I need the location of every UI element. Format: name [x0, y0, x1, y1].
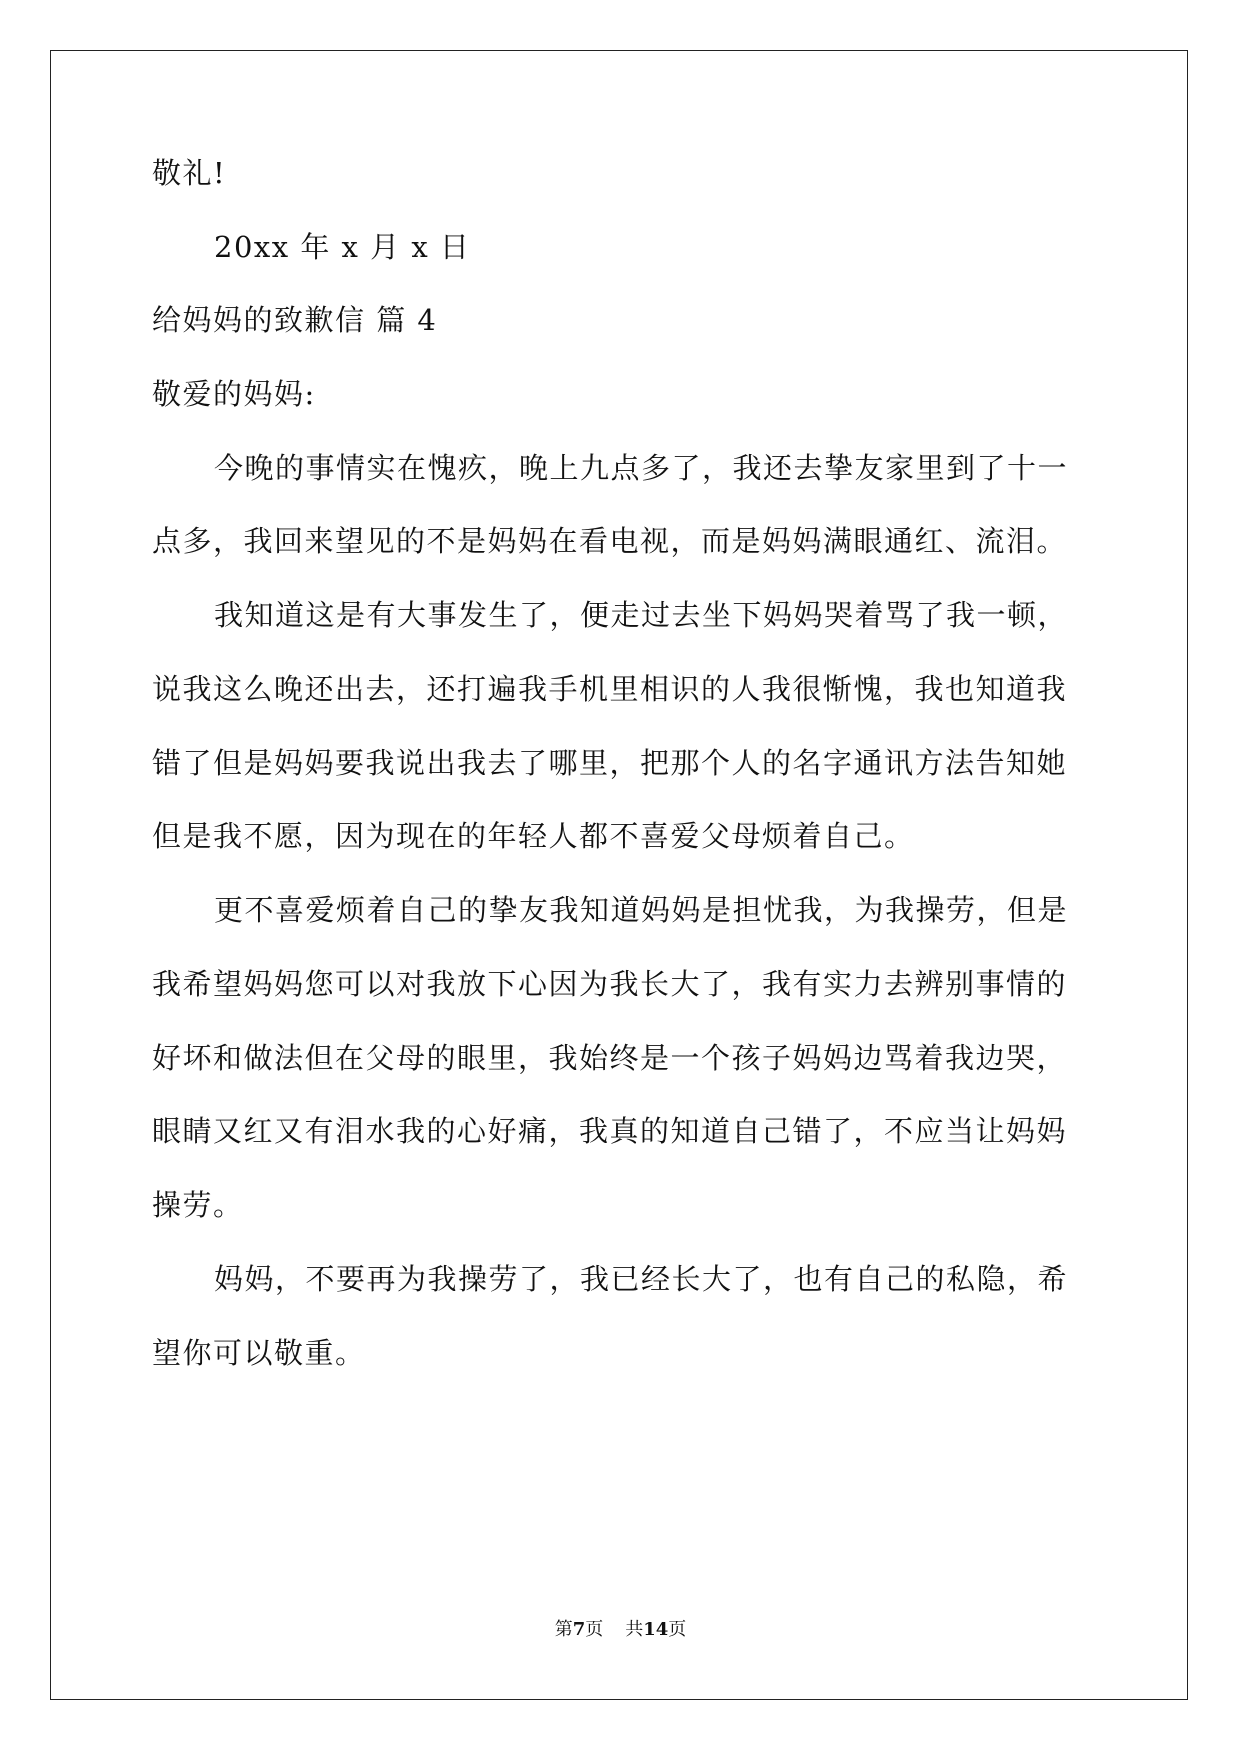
- body-line: 今晚的事情实在愧疚，晚上九点多了，我还去挚友家里到了十一: [214, 451, 1069, 485]
- body-line: 妈妈，不要再为我操劳了，我已经长大了，也有自己的私隐，希: [214, 1262, 1069, 1296]
- body-line: 我知道这是有大事发生了，便走过去坐下妈妈哭着骂了我一顿，: [214, 598, 1069, 632]
- body-line: 望你可以敬重。: [152, 1336, 366, 1370]
- body-line: 眼睛又红又有泪水我的心好痛，我真的知道自己错了，不应当让妈妈: [152, 1114, 1068, 1148]
- body-line: 但是我不愿，因为现在的年轻人都不喜爱父母烦着自己。: [152, 819, 915, 853]
- footer-total-pages: 14: [643, 1619, 669, 1640]
- body-line: 错了但是妈妈要我说出我去了哪里，把那个人的名字通讯方法告知她: [152, 746, 1068, 780]
- footer-total-prefix: 共: [625, 1619, 644, 1640]
- body-line: 点多，我回来望见的不是妈妈在看电视，而是妈妈满眼通红、流泪。: [152, 524, 1068, 558]
- body-line: 我希望妈妈您可以对我放下心因为我长大了，我有实力去辨别事情的: [152, 967, 1068, 1001]
- closing-line: 敬礼!: [152, 156, 227, 190]
- section-title: 给妈妈的致歉信 篇 4: [152, 303, 438, 337]
- page-footer: [0, 1618, 1241, 1642]
- date-line: 20xx 年 x 月 x 日: [214, 230, 471, 264]
- page-border: [50, 50, 1188, 1700]
- body-line: 操劳。: [152, 1188, 244, 1222]
- body-line: 好坏和做法但在父母的眼里，我始终是一个孩子妈妈边骂着我边哭，: [152, 1041, 1068, 1075]
- footer-prefix: 第: [554, 1619, 573, 1640]
- salutation: 敬爱的妈妈:: [152, 377, 316, 411]
- footer-total-suffix: 页: [668, 1619, 687, 1640]
- footer-page-number: 7: [572, 1619, 586, 1640]
- footer-page-suffix: 页: [585, 1619, 604, 1640]
- body-line: 说我这么晚还出去，还打遍我手机里相识的人我很惭愧，我也知道我: [152, 672, 1068, 706]
- body-line: 更不喜爱烦着自己的挚友我知道妈妈是担忧我，为我操劳，但是: [214, 893, 1069, 927]
